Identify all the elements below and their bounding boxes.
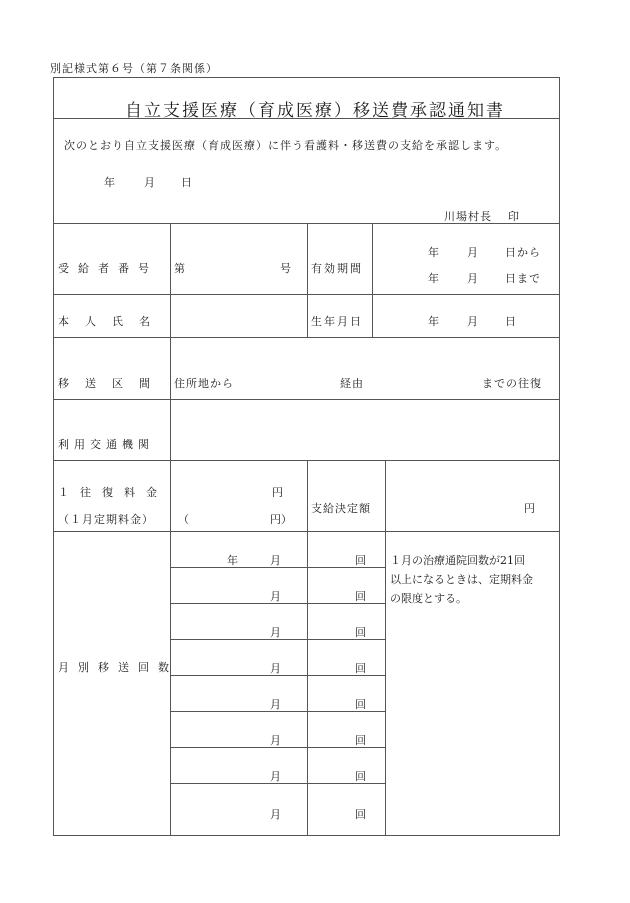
intro-text: 次のとおり自立支援医療（育成医療）に伴う看護料・移送費の支給を承認します。 xyxy=(64,139,508,152)
fare-yen: 円 xyxy=(272,486,283,499)
column-divider xyxy=(307,460,308,836)
month-row-month: 月 xyxy=(270,590,281,603)
month-row-times: 回 xyxy=(355,554,366,567)
column-divider xyxy=(372,223,373,337)
divider xyxy=(53,337,560,338)
route-via: 経由 xyxy=(340,377,364,390)
month-row-times: 回 xyxy=(355,770,366,783)
issuer-seal: 印 xyxy=(508,210,519,223)
monthly-note-line: の限度とする。 xyxy=(390,592,467,605)
month-row-times: 回 xyxy=(355,626,366,639)
valid-to-year: 年 xyxy=(428,272,439,285)
birth-day: 日 xyxy=(505,315,516,328)
monthly-note-line: 以上になるときは、定期料金 xyxy=(390,573,533,586)
route-to: までの往復 xyxy=(482,377,542,390)
recipient-number-suffix: 号 xyxy=(280,262,291,275)
document-title: 自立支援医療（育成医療）移送費承認通知書 xyxy=(125,101,505,121)
month-row-month: 月 xyxy=(270,698,281,711)
date-month: 月 xyxy=(144,176,155,189)
date-day: 日 xyxy=(181,176,192,189)
month-row-times: 回 xyxy=(355,590,366,603)
valid-period-label: 有効期間 xyxy=(311,262,363,275)
valid-to-month: 月 xyxy=(467,272,478,285)
route-from: 住所地から xyxy=(174,377,234,390)
month-row-month: 月 xyxy=(270,734,281,747)
recipient-number-label: 受給者番号 xyxy=(58,262,158,275)
valid-from-month: 月 xyxy=(467,246,478,259)
month-row-month: 月 xyxy=(270,554,281,567)
fare-paren-open: （ xyxy=(178,513,189,526)
column-divider xyxy=(307,223,308,337)
valid-from-day: 日から xyxy=(505,246,541,259)
transport-label: 利用交通機関 xyxy=(58,438,154,451)
valid-to-day: 日まで xyxy=(505,272,541,285)
column-divider xyxy=(385,460,386,836)
name-label: 本人氏名 xyxy=(58,315,166,328)
birth-month: 月 xyxy=(467,315,478,328)
form-number-label: 別記様式第６号（第７条関係） xyxy=(50,62,218,75)
month-row-times: 回 xyxy=(355,698,366,711)
issuer-name: 川場村長 xyxy=(444,210,492,223)
birth-year: 年 xyxy=(428,315,439,328)
month-row-month: 月 xyxy=(270,808,281,821)
recipient-number-prefix: 第 xyxy=(174,262,185,275)
month-row-times: 回 xyxy=(355,662,366,675)
route-label: 移送区間 xyxy=(58,377,166,390)
month-row-month: 月 xyxy=(270,662,281,675)
column-divider xyxy=(170,223,171,836)
month-row-times: 回 xyxy=(355,734,366,747)
payment-label: 支給決定額 xyxy=(311,502,371,515)
fare-paren-close: 円） xyxy=(270,513,292,526)
birth-date-label: 生年月日 xyxy=(311,315,363,328)
monthly-note-line: １月の治療通院回数が21回 xyxy=(390,554,525,567)
month-row-month: 月 xyxy=(270,770,281,783)
divider xyxy=(53,399,560,400)
month-row-year: 年 xyxy=(227,554,238,567)
month-row-times: 回 xyxy=(355,808,366,821)
month-row-month: 月 xyxy=(270,626,281,639)
fare-label-line2: （１月定期料金） xyxy=(58,513,154,526)
payment-yen: 円 xyxy=(524,502,535,515)
monthly-count-label: 月別移送回数 xyxy=(58,661,178,674)
date-year: 年 xyxy=(104,176,115,189)
valid-from-year: 年 xyxy=(428,246,439,259)
fare-label-line1: １ 往 復 料 金 xyxy=(58,486,157,499)
